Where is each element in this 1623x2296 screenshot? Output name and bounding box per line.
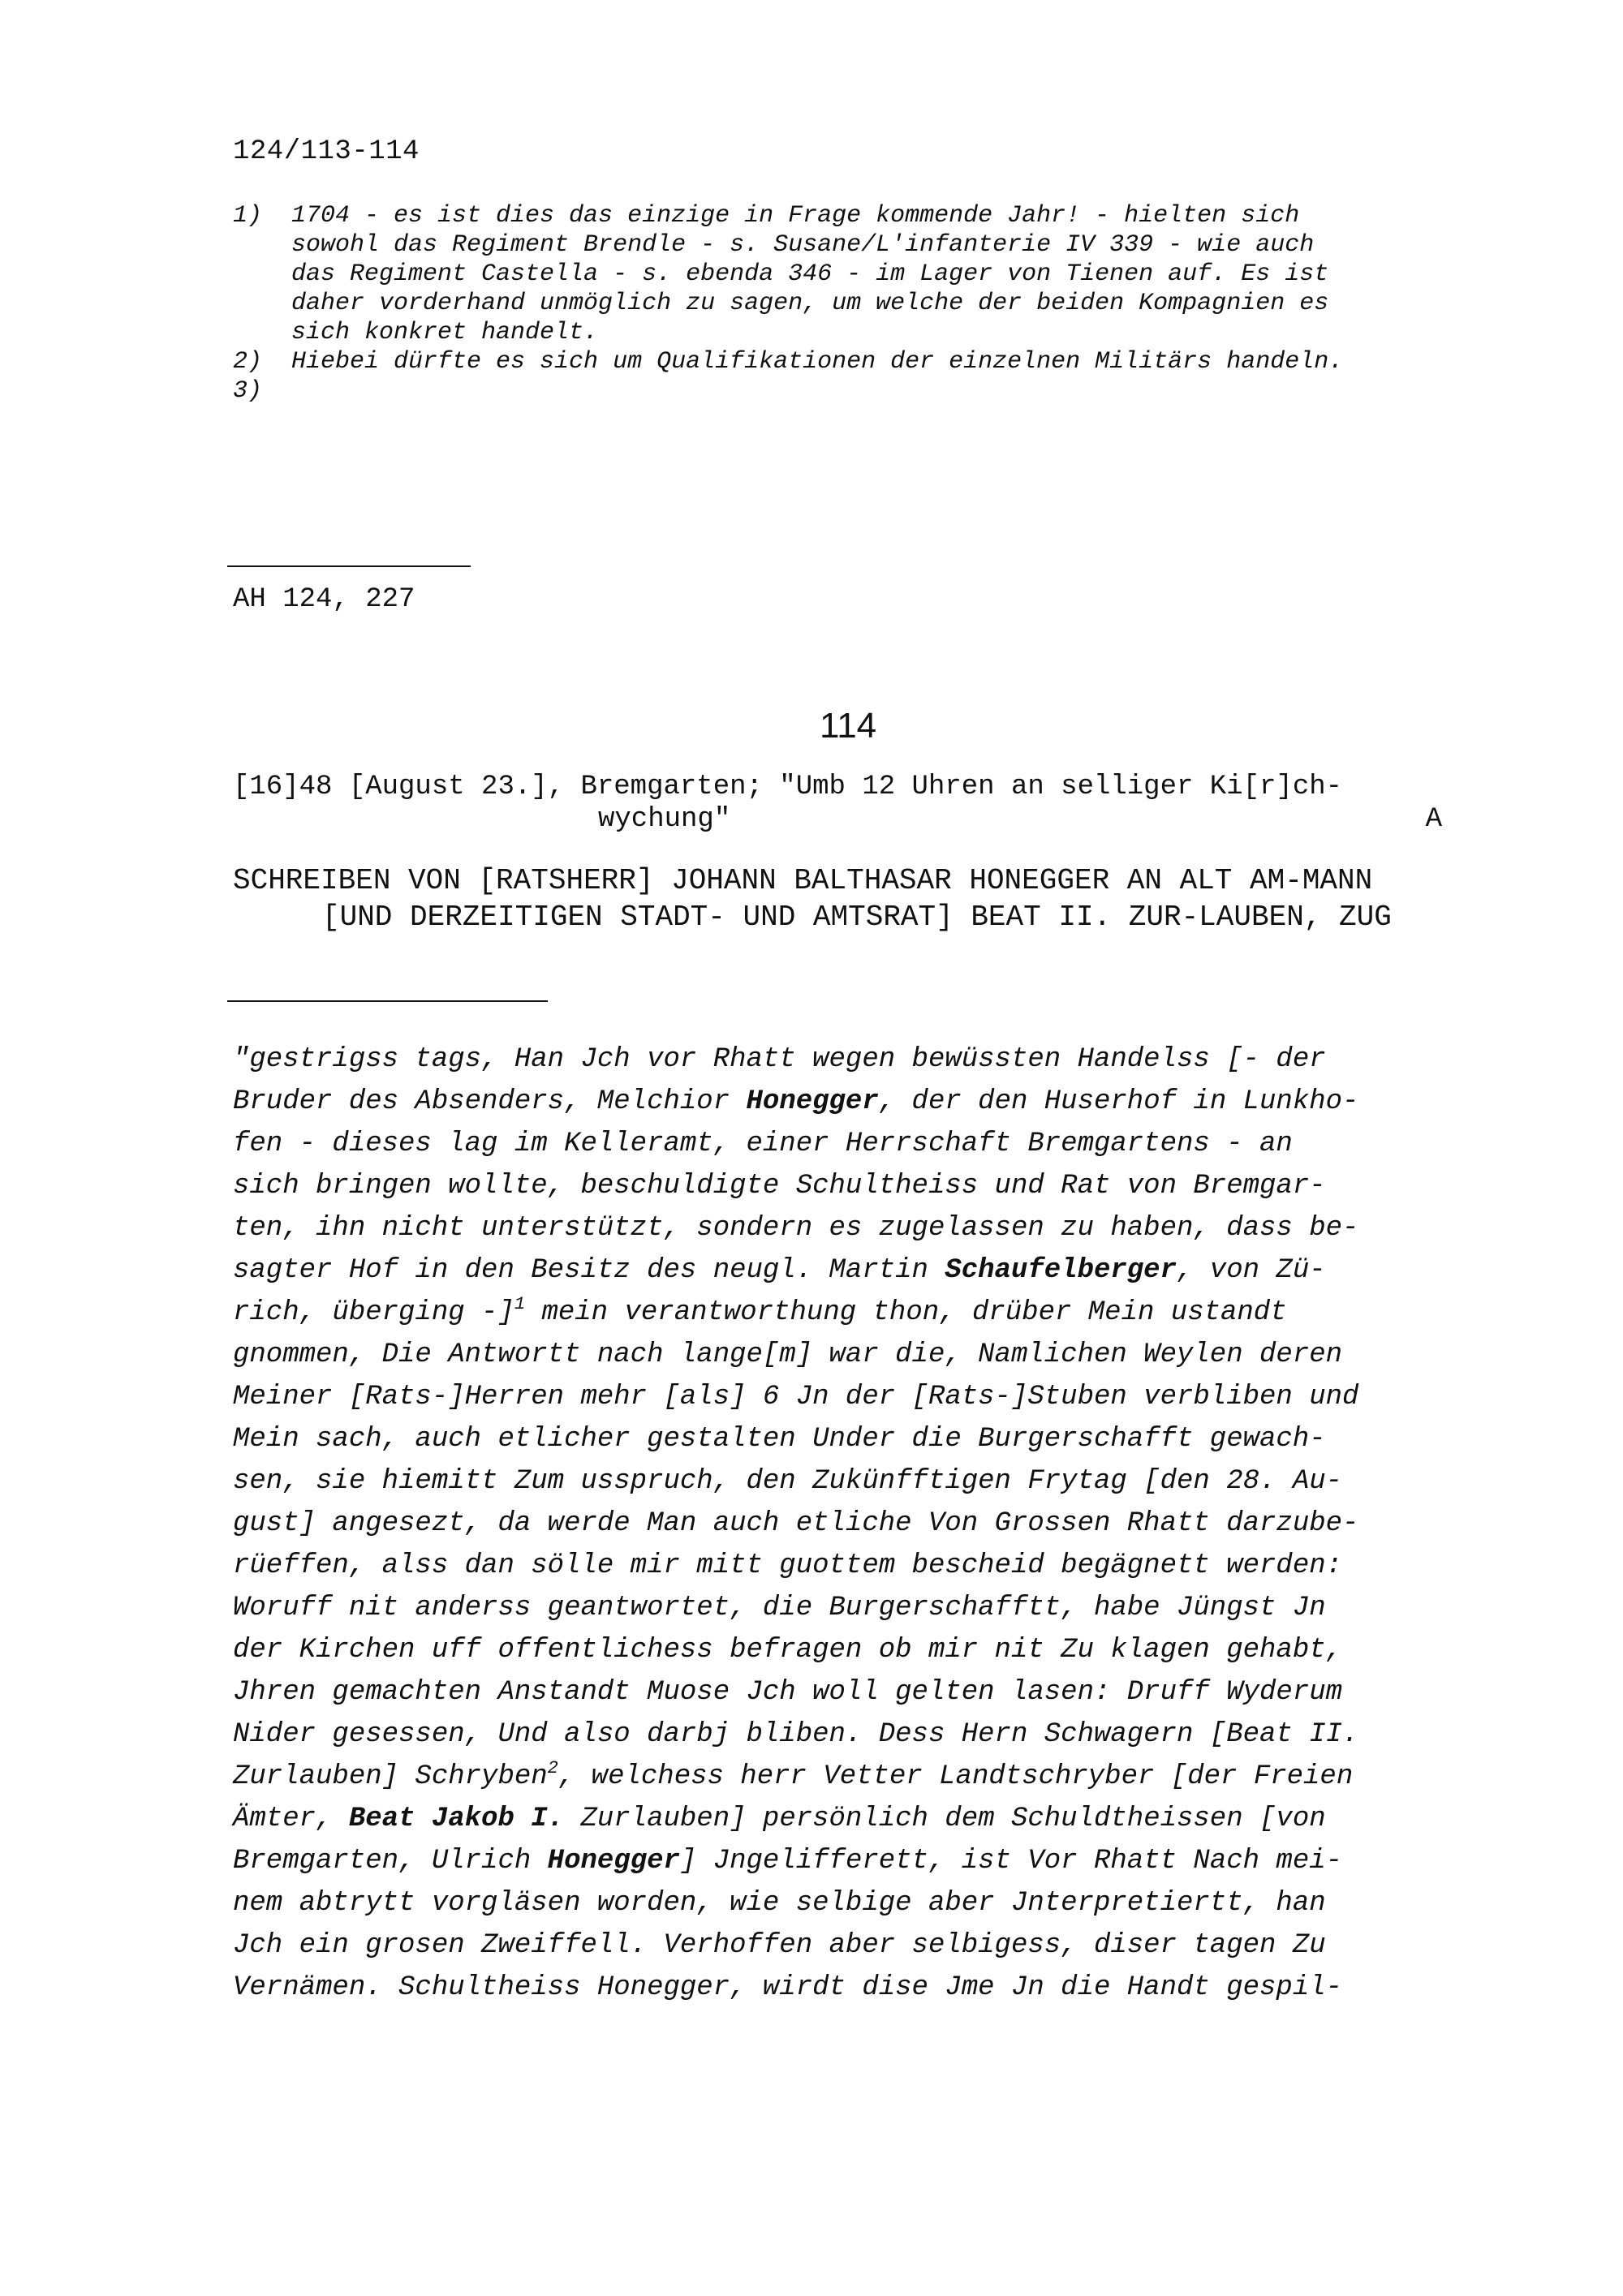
footnote-text: Hiebei dürfte es sich um Qualifikationen der einzelnen Militärs handeln. — [291, 348, 1344, 376]
footnote-text: 1704 - es ist dies das einzige in Frage kommende Jahr! - hielten sich sowohl das Regiment Brendle - s. Susane/L'infanterie IV 339 - wie auch das Regiment Castella - s. ebenda 346 - im Lager von Tienen auf. Es ist daher vorderhand unmöglich zu sagen, um welche der beiden Kompagnien es sich konkret handelt. — [291, 202, 1329, 346]
footnote-text — [291, 376, 1499, 406]
body-line — [233, 1081, 1491, 1123]
body-line: fen - dieses lag im Kelleramt, einer Herrschaft Bremgartens - an — [233, 1129, 1293, 1159]
footnote-number: 1) — [233, 202, 263, 230]
body-line: rüeffen, alss dan sölle mir mitt guottem bescheid begägnett werden: — [233, 1550, 1343, 1581]
body-line: Jhren gemachten Anstandt Muose Jch woll gelten lasen: Druff Wyderum — [233, 1677, 1343, 1708]
page-reference: 124/113-114 — [233, 136, 420, 167]
body-segment: rich, überging -] — [233, 1297, 514, 1328]
title-divider-rule — [227, 1000, 548, 1002]
divider-rule — [227, 565, 471, 567]
body-line: sich bringen wollte, beschuldigte Schultheiss und Rat von Bremgar- — [233, 1171, 1326, 1202]
body-segment: Ämter, — [233, 1804, 349, 1834]
footnote-3 — [233, 376, 1499, 406]
body-line: Jch ein grosen Zweiffell. Verhoffen aber selbigess, diser tagen Zu — [233, 1930, 1326, 1961]
body-line: Woruff nit anderss geantwortet, die Burgerschafftt, habe Jüngst Jn — [233, 1593, 1326, 1623]
document-title: SCHREIBEN VON [RATSHERR] JOHANN BALTHASAR HONEGGER AN ALT AM-MANN [UND DERZEITIGEN STADT- UND AMTSRAT] BEAT II. ZUR-LAUBEN, ZUG — [233, 864, 1392, 934]
date-place-continuation-row — [233, 803, 1450, 836]
body-line — [233, 1756, 1491, 1798]
date-place-continuation: wychung" — [598, 804, 731, 835]
body-line — [233, 1292, 1491, 1334]
footnote-ref: 2 — [547, 1758, 558, 1778]
body-segment: Zurlauben] persönlich dem Schuldtheissen [von — [564, 1804, 1326, 1834]
document-number: 114 — [820, 706, 877, 746]
body-line: Nider gesessen, Und also darbj bliben. Dess Hern Schwagern [Beat II. — [233, 1719, 1359, 1750]
date-mark: A — [1425, 804, 1442, 835]
body-line: gust] angesezt, da werde Man auch etliche Von Grossen Rhatt darzube- — [233, 1508, 1359, 1539]
body-segment: mein verantworthung thon, drüber Mein ustandt — [525, 1297, 1287, 1328]
body-segment: ] Jngelifferett, ist Vor Rhatt Nach mei- — [679, 1846, 1343, 1877]
body-segment: Bremgarten, Ulrich — [233, 1846, 548, 1877]
footnote-number: 3) — [233, 377, 263, 405]
footnote-number: 2) — [233, 348, 263, 376]
source-reference: AH 124, 227 — [233, 584, 415, 615]
letter-body — [233, 1038, 1491, 2009]
body-line: Mein sach, auch etlicher gestalten Under die Burgerschafft gewach- — [233, 1424, 1326, 1455]
footnote-1 — [233, 201, 1499, 347]
body-line — [233, 1249, 1491, 1292]
body-segment: Zurlauben] Schryben — [233, 1761, 548, 1792]
person-name: Honegger — [746, 1086, 879, 1117]
body-segment: , von Zü- — [1177, 1255, 1326, 1286]
body-segment: , welchess herr Vetter Landtschryber [der Freien — [558, 1761, 1354, 1792]
body-line: der Kirchen uff offentlichess befragen ob mir nit Zu klagen gehabt, — [233, 1635, 1343, 1666]
person-name: Beat Jakob I. — [348, 1804, 565, 1834]
body-segment: , der den Huserhof in Lunkho- — [878, 1086, 1359, 1117]
date-place: [16]48 [August 23.], Bremgarten; "Umb 12 Uhren an selliger Ki[r]ch- — [233, 772, 1343, 802]
person-name: Schaufelberger — [945, 1255, 1177, 1286]
body-line: ten, ihn nicht unterstützt, sondern es zugelassen zu haben, dass be- — [233, 1213, 1359, 1244]
footnote-ref: 1 — [514, 1294, 526, 1314]
body-line: Meiner [Rats-]Herren mehr [als] 6 Jn der [Rats-]Stuben verbliben und — [233, 1382, 1359, 1412]
date-place-line — [233, 771, 1450, 836]
body-line: nem abtrytt vorgläsen worden, wie selbige aber Jnterpretiertt, han — [233, 1888, 1326, 1919]
body-line: "gestrigss tags, Han Jch vor Rhatt wegen bewüssten Handelss [- der — [233, 1044, 1326, 1075]
body-line: sen, sie hiemitt Zum usspruch, den Zukünfftigen Frytag [den 28. Au- — [233, 1466, 1343, 1497]
body-segment: sagter Hof in den Besitz des neugl. Martin — [233, 1255, 945, 1286]
footnotes — [233, 201, 1499, 406]
body-segment: Bruder des Absenders, Melchior — [233, 1086, 747, 1117]
body-line — [233, 1840, 1491, 1882]
person-name: Honegger — [547, 1846, 680, 1877]
body-line — [233, 1798, 1491, 1840]
footnote-2 — [233, 347, 1499, 376]
body-line: gnommen, Die Antwortt nach lange[m] war die, Namlichen Weylen deren — [233, 1339, 1343, 1370]
body-line: Vernämen. Schultheiss Honegger, wirdt dise Jme Jn die Handt gespil- — [233, 1972, 1343, 2003]
